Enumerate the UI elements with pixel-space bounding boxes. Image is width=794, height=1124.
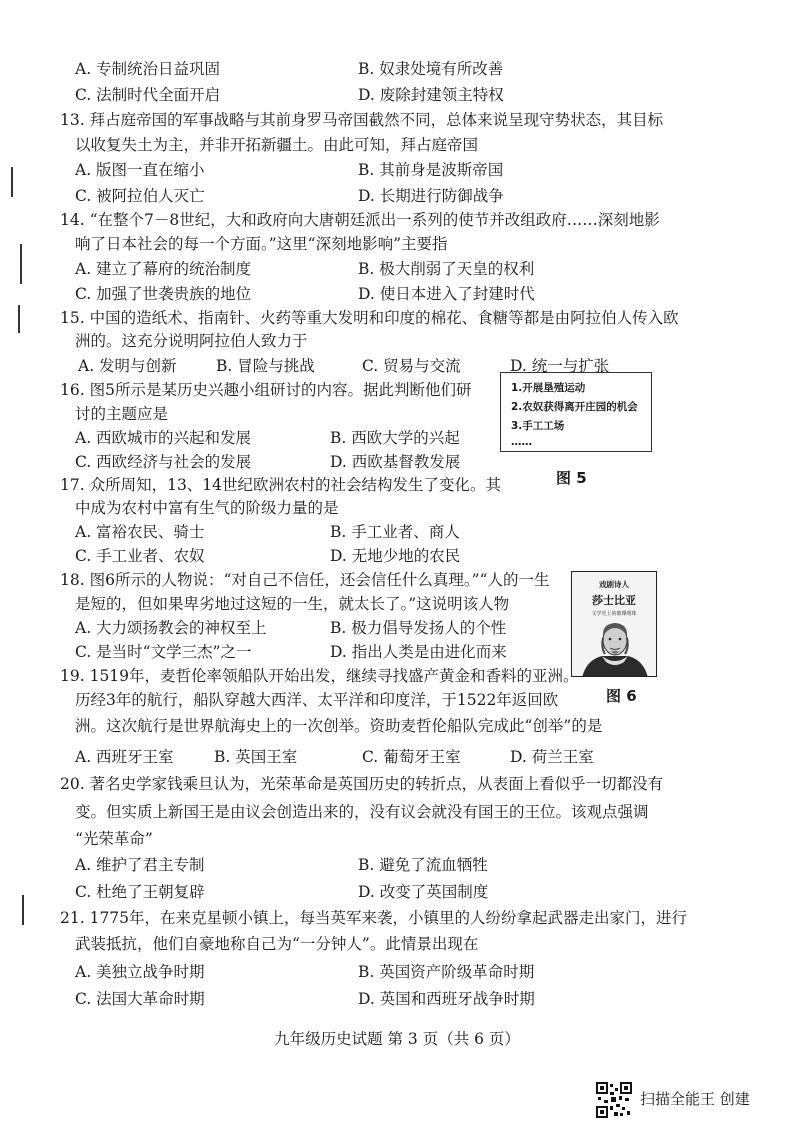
q18-stem-line1: 18. 图6所示的人物说：“对自己不信任，还会信任什么真理。”“人的一生: [60, 571, 550, 589]
q15-option-a: A. 发明与创新: [78, 357, 177, 375]
q20-option-d: D. 改变了英国制度: [358, 883, 489, 901]
q21-option-a: A. 美独立战争时期: [75, 963, 205, 981]
figure6-caption-top: 戏剧诗人: [599, 580, 629, 589]
qr-code-icon: [596, 1082, 632, 1118]
q17-stem-line1: 17. 众所周知，13、14世纪欧洲农村的社会结构发生了变化。其: [60, 476, 502, 494]
q15-option-c: C. 贸易与交流: [362, 357, 461, 375]
q16-option-d: D. 西欧基督教发展: [330, 453, 461, 471]
q20-stem-line1: 20. 著名史学家钱乘旦认为，光荣革命是英国历史的转折点，从表面上看似乎一切都没有: [60, 775, 664, 793]
q14-option-d: D. 使日本进入了封建时代: [358, 285, 535, 303]
q21-option-b: B. 英国资产阶级革命时期: [358, 963, 535, 981]
scan-margin-mark: [22, 895, 24, 925]
q14-stem-line1: 14. “在整个7－8世纪，大和政府向大唐朝廷派出一系列的使节并改组政府……深刻地影: [60, 211, 660, 229]
q18-option-b: B. 极力倡导发扬人的个性: [330, 619, 507, 637]
q20-option-a: A. 维护了君主专制: [75, 856, 205, 874]
figure5-item-1: 1.开展垦殖运动: [511, 382, 586, 394]
q14-option-b: B. 极大削弱了天皇的权利: [358, 260, 535, 278]
q16-stem-line2: 讨的主题应是: [75, 405, 169, 423]
q18-option-a: A. 大力颂扬教会的神权至上: [75, 619, 267, 637]
q15-stem-line2: 洲的。这充分说明阿拉伯人致力于: [75, 332, 308, 350]
q17-stem-line2: 中成为农村中富有生气的阶级力量的是: [75, 499, 339, 517]
figure5-label: 图 5: [556, 469, 587, 487]
q20-stem-line3: “光荣革命”: [75, 830, 153, 848]
q12-option-b: B. 奴隶处境有所改善: [358, 60, 504, 78]
q13-option-d: D. 长期进行防御战争: [358, 187, 504, 205]
q21-stem-line1: 21. 1775年，在来克星顿小镇上，每当英军来袭，小镇里的人纷纷拿起武器走出家门，进行: [60, 909, 688, 927]
q18-option-c: C. 是当时“文学三杰”之一: [75, 643, 252, 661]
q18-option-d: D. 指出人类是由进化而来: [330, 643, 507, 661]
q16-option-b: B. 西欧大学的兴起: [330, 429, 460, 447]
figure5-item-3: 3.手工工场: [511, 420, 565, 432]
q19-stem-line3: 洲。这次航行是世界航海史上的一次创举。资助麦哲伦船队完成此“创举”的是: [75, 717, 603, 735]
q12-option-d: D. 废除封建领主特权: [358, 86, 504, 104]
shakespeare-portrait-icon: [572, 616, 657, 677]
scanner-watermark-text: 扫描全能王 创建: [640, 1090, 750, 1108]
q15-option-b: B. 冒险与挑战: [216, 357, 315, 375]
scan-margin-mark: [11, 167, 13, 197]
figure6-caption-small: 文学史上的璀璨明珠: [591, 611, 637, 617]
q13-stem-line2: 以收复失土为主，并非开拓新疆土。由此可知，拜占庭帝国: [75, 136, 479, 154]
q13-option-c: C. 被阿拉伯人灭亡: [75, 187, 205, 205]
q20-option-b: B. 避免了流血牺牲: [358, 856, 488, 874]
figure5-item-4: ……: [511, 436, 532, 448]
q19-option-c: C. 葡萄牙王室: [362, 748, 461, 766]
figure5-box: [500, 372, 652, 452]
q20-option-c: C. 杜绝了王朝复辟: [75, 883, 205, 901]
q16-option-a: A. 西欧城市的兴起和发展: [75, 429, 252, 447]
scan-margin-mark: [18, 305, 20, 333]
figure5-item-2: 2.农奴获得离开庄园的机会: [511, 401, 638, 413]
q15-option-d: D. 统一与扩张: [510, 357, 610, 375]
scan-margin-mark: [20, 244, 22, 284]
q19-option-b: B. 英国王室: [214, 748, 298, 766]
q13-option-a: A. 版图一直在缩小: [75, 161, 205, 179]
q18-stem-line2: 是短的，但如果卑劣地过这短的一生，就太长了。”这说明该人物: [75, 595, 510, 613]
page-footer: 九年级历史试题 第 3 页（共 6 页）: [274, 1030, 520, 1048]
q14-option-c: C. 加强了世袭贵族的地位: [75, 285, 252, 303]
figure6-name: 莎士比亚: [592, 594, 636, 607]
q12-option-c: C. 法制时代全面开启: [75, 86, 221, 104]
q17-option-b: B. 手工业者、商人: [330, 523, 460, 541]
q12-option-a: A. 专制统治日益巩固: [75, 60, 221, 78]
q13-option-b: B. 其前身是波斯帝国: [358, 161, 504, 179]
q19-option-d: D. 荷兰王室: [510, 748, 594, 766]
q19-stem-line1: 19. 1519年，麦哲伦率领船队开始出发，继续寻找盛产黄金和香料的亚洲。: [60, 667, 579, 685]
q21-option-d: D. 英国和西班牙战争时期: [358, 990, 535, 1008]
figure6-portrait: [571, 571, 657, 677]
q19-option-a: A. 西班牙王室: [75, 748, 174, 766]
q15-stem-line1: 15. 中国的造纸术、指南针、火药等重大发明和印度的棉花、食糖等都是由阿拉伯人传入欧: [60, 309, 679, 327]
q17-option-c: C. 手工业者、农奴: [75, 547, 205, 565]
q17-option-a: A. 富裕农民、骑士: [75, 523, 205, 541]
q14-option-a: A. 建立了幕府的统治制度: [75, 260, 252, 278]
q17-option-d: D. 无地少地的农民: [330, 547, 461, 565]
q13-stem-line1: 13. 拜占庭帝国的军事战略与其前身罗马帝国截然不同，总体来说呈现守势状态，其目标: [60, 111, 664, 129]
q16-stem-line1: 16. 图5所示是某历史兴趣小组研讨的内容。据此判断他们研: [60, 381, 472, 399]
q14-stem-line2: 响了日本社会的每一个方面。”这里“深刻地影响”主要指: [75, 235, 448, 253]
q16-option-c: C. 西欧经济与社会的发展: [75, 453, 252, 471]
q21-stem-line2: 武装抵抗，他们自豪地称自己为“一分钟人”。此情景出现在: [75, 935, 479, 953]
figure6-label: 图 6: [606, 687, 637, 705]
q19-stem-line2: 历经3年的航行，船队穿越大西洋、太平洋和印度洋，于1522年返回欧: [75, 691, 559, 709]
q20-stem-line2: 变。但实质上新国王是由议会创造出来的，没有议会就没有国王的王位。该观点强调: [75, 803, 649, 821]
q21-option-c: C. 法国大革命时期: [75, 990, 205, 1008]
